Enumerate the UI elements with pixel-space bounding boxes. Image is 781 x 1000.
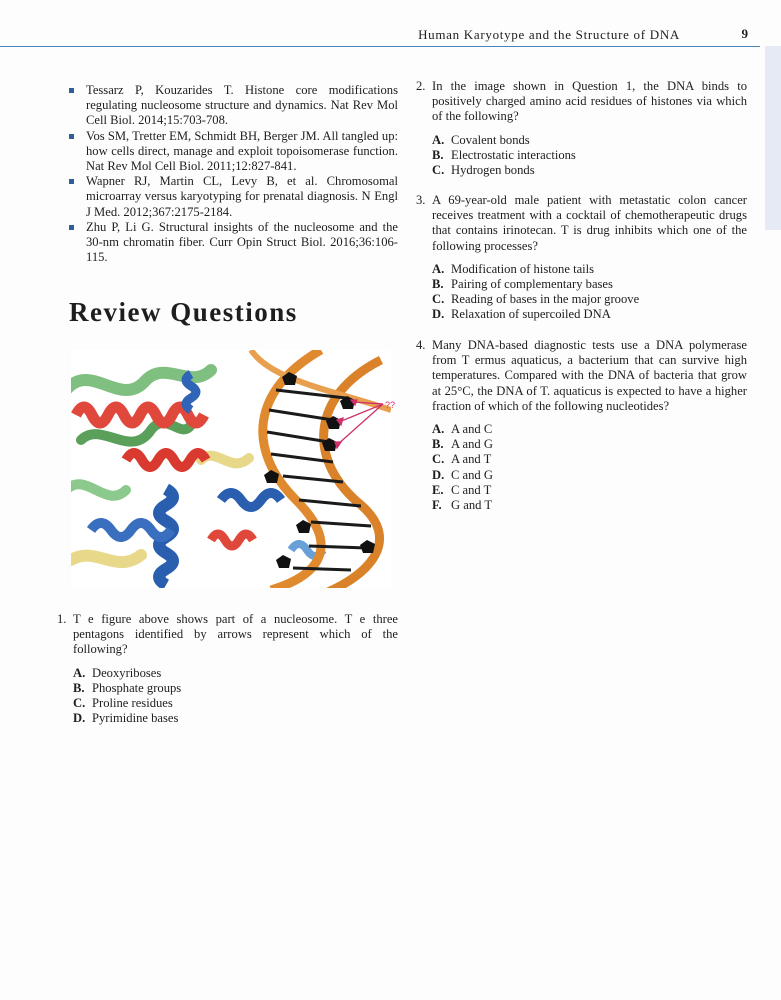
bullet-icon [69,134,74,139]
answer-option: B. Pairing of complementary bases [432,277,613,292]
question-1 [57,612,398,726]
question-stem: 3. A 69-year-old male patient with metastatic colon cancer receives treatment with a cocktail of chemotherapeutic drugs that contains irinotecan. T is drug inhibits which one of the following processes? [416,193,747,253]
running-header [0,0,760,47]
bullet-icon [69,225,74,230]
answer-option: B. Electrostatic interactions [432,147,576,162]
answer-option: B. A and G [432,437,493,452]
question-stem: 4. Many DNA-based diagnostic tests use a DNA polymerase from T ermus aquaticus, a bacterium that can survive high temperatures. Compared with the DNA of bacteria that grow at 25°C, the DNA of T. aquaticus is expected to have a higher fraction of which of the following nucleotides? [416,338,747,413]
answer-option: E. C and T [432,482,492,497]
figure-arrow-label: ?? [385,400,396,410]
reference-item: Zhu P, Li G. Structural insights of the nucleosome and the 30-nm chromatin fiber. Curr Opin Struct Biol. 2016;36:106-115. [68,220,398,266]
header-title: Human Karyotype and the Structure of DNA [418,27,680,42]
question-3 [416,193,747,323]
question-stem: 2. In the image shown in Question 1, the DNA binds to positively charged amino acid residues of histones via which of the following? [416,79,747,124]
reference-item: Wapner RJ, Martin CL, Levy B, et al. Chromosomal microarray versus karyotyping for prenatal diagnosis. N Engl J Med. 2012;367:2175-2184. [68,174,398,220]
answer-option: D. Relaxation of supercoiled DNA [432,307,611,322]
bullet-icon [69,179,74,184]
answer-options [73,666,398,727]
answer-options [432,262,747,323]
page-number: 9 [741,26,748,41]
question-number: 4. [416,338,426,352]
answer-options [432,133,747,179]
reference-list [68,83,398,265]
chapter-side-tab [765,46,781,230]
answer-option: A. Modification of histone tails [432,261,595,276]
question-4 [416,338,747,513]
reference-item: Vos SM, Tretter EM, Schmidt BH, Berger JM. All tangled up: how cells direct, manage and exploit topoisomerase function. Nat Rev Mol Cell Biol. 2011;12:827-841. [68,129,398,175]
answer-option: A. Covalent bonds [432,132,530,147]
answer-option: A. Deoxyriboses [73,665,162,680]
answer-option: D. Pyrimidine bases [73,711,179,726]
answer-option: A. A and C [432,422,493,437]
answer-option: C. A and T [432,452,492,467]
nucleosome-figure [71,350,396,588]
bullet-icon [69,88,74,93]
answer-option: D. C and G [432,467,493,482]
reference-item: Tessarz P, Kouzarides T. Histone core modifications regulating nucleosome structure and dynamics. Nat Rev Mol Cell Biol. 2014;15:703-708. [68,83,398,129]
question-2 [416,79,747,178]
answer-option: C. Hydrogen bonds [432,163,535,178]
answer-options [432,422,747,513]
answer-option: F. G and T [432,498,493,513]
question-number: 1. [57,612,67,626]
question-number: 2. [416,79,426,93]
answer-option: B. Phosphate groups [73,680,182,695]
question-number: 3. [416,193,426,207]
answer-option: C. Reading of bases in the major groove [432,292,640,307]
question-stem: 1. T e figure above shows part of a nucleosome. T e three pentagons identified by arrows represent which of the following? [57,612,398,657]
answer-option: C. Proline residues [73,696,173,711]
section-heading: Review Questions [69,297,298,327]
